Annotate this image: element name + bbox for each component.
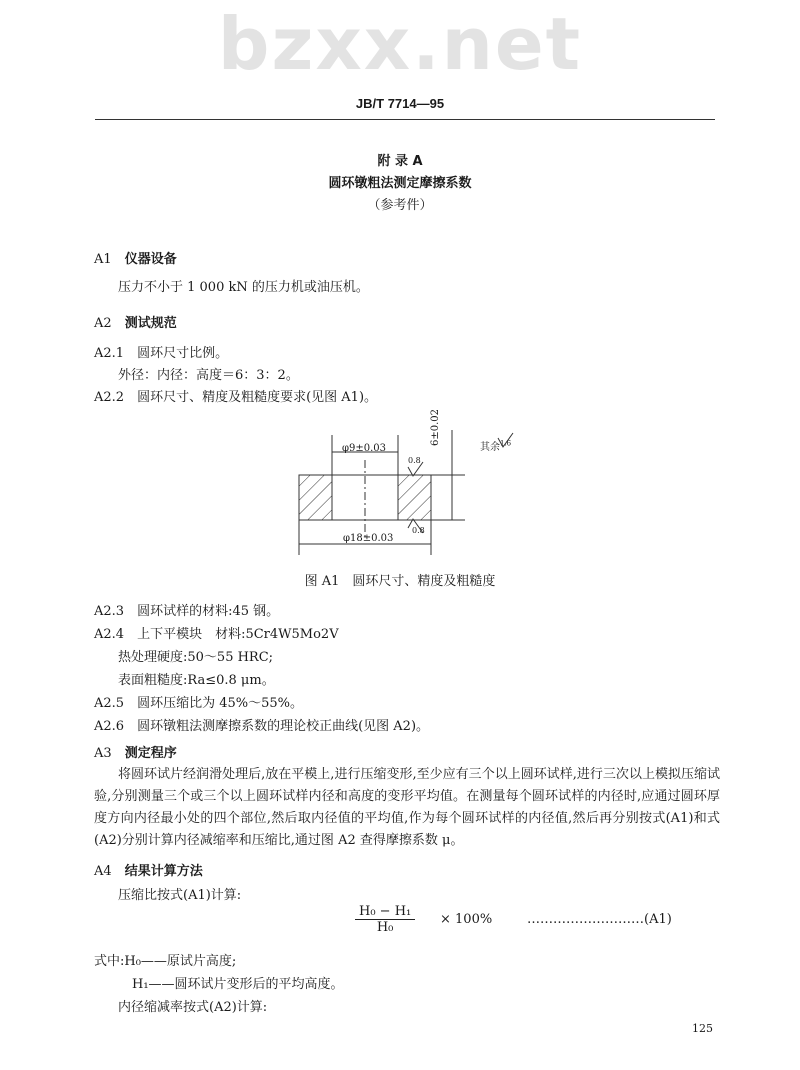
section-num: A1: [94, 252, 112, 267]
item-text: 圆环镦粗法测摩擦系数的理论校正曲线(见图 A2)。: [137, 719, 430, 734]
section-title: 测定程序: [124, 746, 177, 761]
roughness-bottom: 0.8: [412, 526, 425, 535]
where-h0: 式中:H₀——原试片高度;: [94, 954, 237, 969]
roughness-top: 0.8: [408, 456, 421, 465]
item-text: 圆环试样的材料:45 钢。: [137, 604, 280, 619]
section-num: A3: [94, 746, 112, 761]
section-title: 测试规范: [124, 316, 177, 331]
page-number: 125: [692, 1022, 713, 1035]
equation-label: ………………………(A1): [527, 912, 672, 927]
item-text: 圆环尺寸、精度及粗糙度要求(见图 A1)。: [137, 390, 378, 405]
header-rule: [95, 119, 715, 120]
item-text: 表面粗糙度:Ra≤0.8 μm。: [118, 673, 275, 688]
section-title: 仪器设备: [124, 252, 177, 267]
section-text: 压力不小于 1 000 kN 的压力机或油压机。: [118, 280, 369, 295]
rest-value: 1.6: [500, 439, 512, 448]
item-num: A2.5: [94, 696, 125, 711]
item-num: A2.6: [94, 719, 125, 734]
item-num: A2.1: [94, 346, 125, 361]
a4-next: 内径缩减率按式(A2)计算:: [118, 1000, 268, 1015]
item-text: 热处理硬度:50～55 HRC;: [118, 650, 274, 665]
item-num: A2.4: [94, 627, 125, 642]
figure-caption: 图 A1 圆环尺寸、精度及粗糙度: [304, 574, 496, 589]
formula-denominator: H₀: [376, 920, 394, 935]
a4-intro: 压缩比按式(A1)计算:: [118, 888, 242, 903]
item-num: A2.3: [94, 604, 125, 619]
dim-outer: φ18±0.03: [343, 533, 394, 544]
formula-a1: [355, 904, 415, 935]
where-h1: H₁——圆环试片变形后的平均高度。: [132, 977, 344, 992]
a3-paragraph: 将圆环试片经润滑处理后,放在平模上,进行压缩变形,至少应有三个以上圆环试样,进行三次以上模拟压缩试验,分别测量三个或三个以上圆环试样内径和高度的变形平均值。在测量每个圆环试样的内径时,应通过圆环厚度方向内径最小处的四个部位,然后取内径值的平均值,作为每个圆环试样的内径值,然后再分别按式(A1)和式(A2)分别计算内径减缩率和压缩比,通过图 A2 查得摩擦系数 μ。: [94, 767, 720, 848]
section-num: A2: [94, 316, 112, 331]
page-header: JB/T 7714—95: [355, 96, 445, 111]
formula-factor: × 100%: [440, 912, 493, 927]
section-title: 结果计算方法: [124, 864, 203, 879]
item-text: 外径：内径：高度＝6：3：2。: [118, 368, 299, 383]
watermark: bzxx.net: [217, 2, 583, 86]
section-num: A4: [94, 864, 112, 879]
appendix-note: （参考件）: [367, 198, 433, 213]
dim-height: 6±0.02: [430, 408, 441, 446]
item-text: 圆环尺寸比例。: [137, 346, 229, 361]
formula-numerator: H₀ − H₁: [355, 904, 415, 920]
dim-inner: φ9±0.03: [342, 443, 387, 454]
appendix-title: 圆环镦粗法测定摩擦系数: [328, 176, 472, 191]
appendix-label: 附 录 A: [377, 154, 423, 169]
rest-label: 其余: [480, 442, 500, 453]
item-text: 圆环压缩比为 45%～55%。: [137, 696, 303, 711]
item-num: A2.2: [94, 390, 125, 405]
item-text: 上下平模块 材料:5Cr4W5Mo2V: [137, 627, 339, 642]
